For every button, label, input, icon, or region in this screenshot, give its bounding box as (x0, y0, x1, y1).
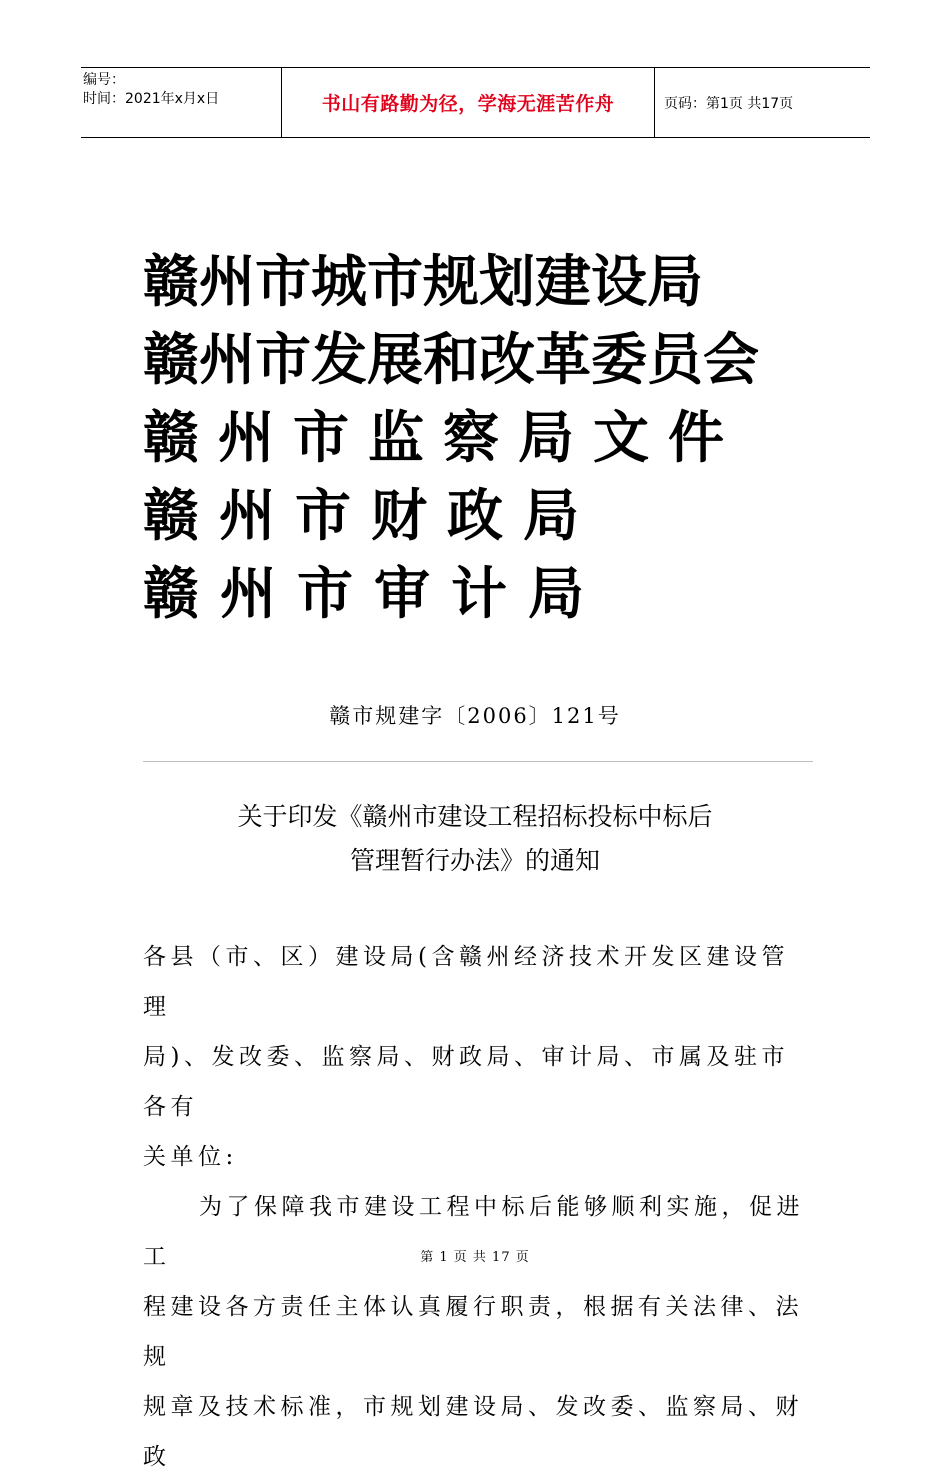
header-motto-cell (282, 68, 655, 137)
body-line: 规章及技术标准，市规划建设局、发改委、监察局、财政 (143, 1394, 803, 1470)
document-body (143, 932, 805, 1482)
header-page-cell (655, 68, 870, 137)
body-line: 局)、发改委、监察局、财政局、审计局、市属及驻市各有 (143, 1044, 789, 1120)
agency-title-3: 赣州市监察局文件 (143, 406, 743, 471)
body-line: 各县（市、区）建设局(含赣州经济技术开发区建设管理 (143, 944, 789, 1020)
body-line: 关单位: (143, 1144, 238, 1170)
subject-line-2: 管理暂行办法》的通知 (349, 846, 600, 875)
agency-title-4: 赣州市财政局 (143, 484, 599, 549)
divider-line (143, 761, 813, 762)
agency-title-5: 赣州市审计局 (143, 562, 605, 627)
body-line: 程建设各方责任主体认真履行职责，根据有关法律、法规 (143, 1294, 803, 1370)
motto-text: 书山有路勤为径，学海无涯苦作舟 (321, 93, 615, 115)
time-label: 时间：2021年x月x日 (83, 91, 220, 107)
page-info: 页码：第1页 共17页 (664, 95, 794, 112)
body-line: 为了保障我市建设工程中标后能够顺利实施，促进工 (143, 1194, 804, 1270)
document-header-table (81, 67, 870, 138)
header-meta-cell (81, 68, 282, 137)
document-number: 赣市规建字〔2006〕121号 (329, 704, 621, 728)
agency-title-1: 赣州市城市规划建设局 (143, 250, 703, 315)
document-subject (0, 795, 950, 883)
page-footer: 第 1 页 共 17 页 (420, 1250, 530, 1265)
agency-title-2: 赣州市发展和改革委员会 (143, 328, 759, 393)
number-label: 编号： (83, 72, 125, 88)
issuing-agencies-title (143, 244, 759, 634)
subject-line-1: 关于印发《赣州市建设工程招标投标中标后 (237, 802, 713, 831)
